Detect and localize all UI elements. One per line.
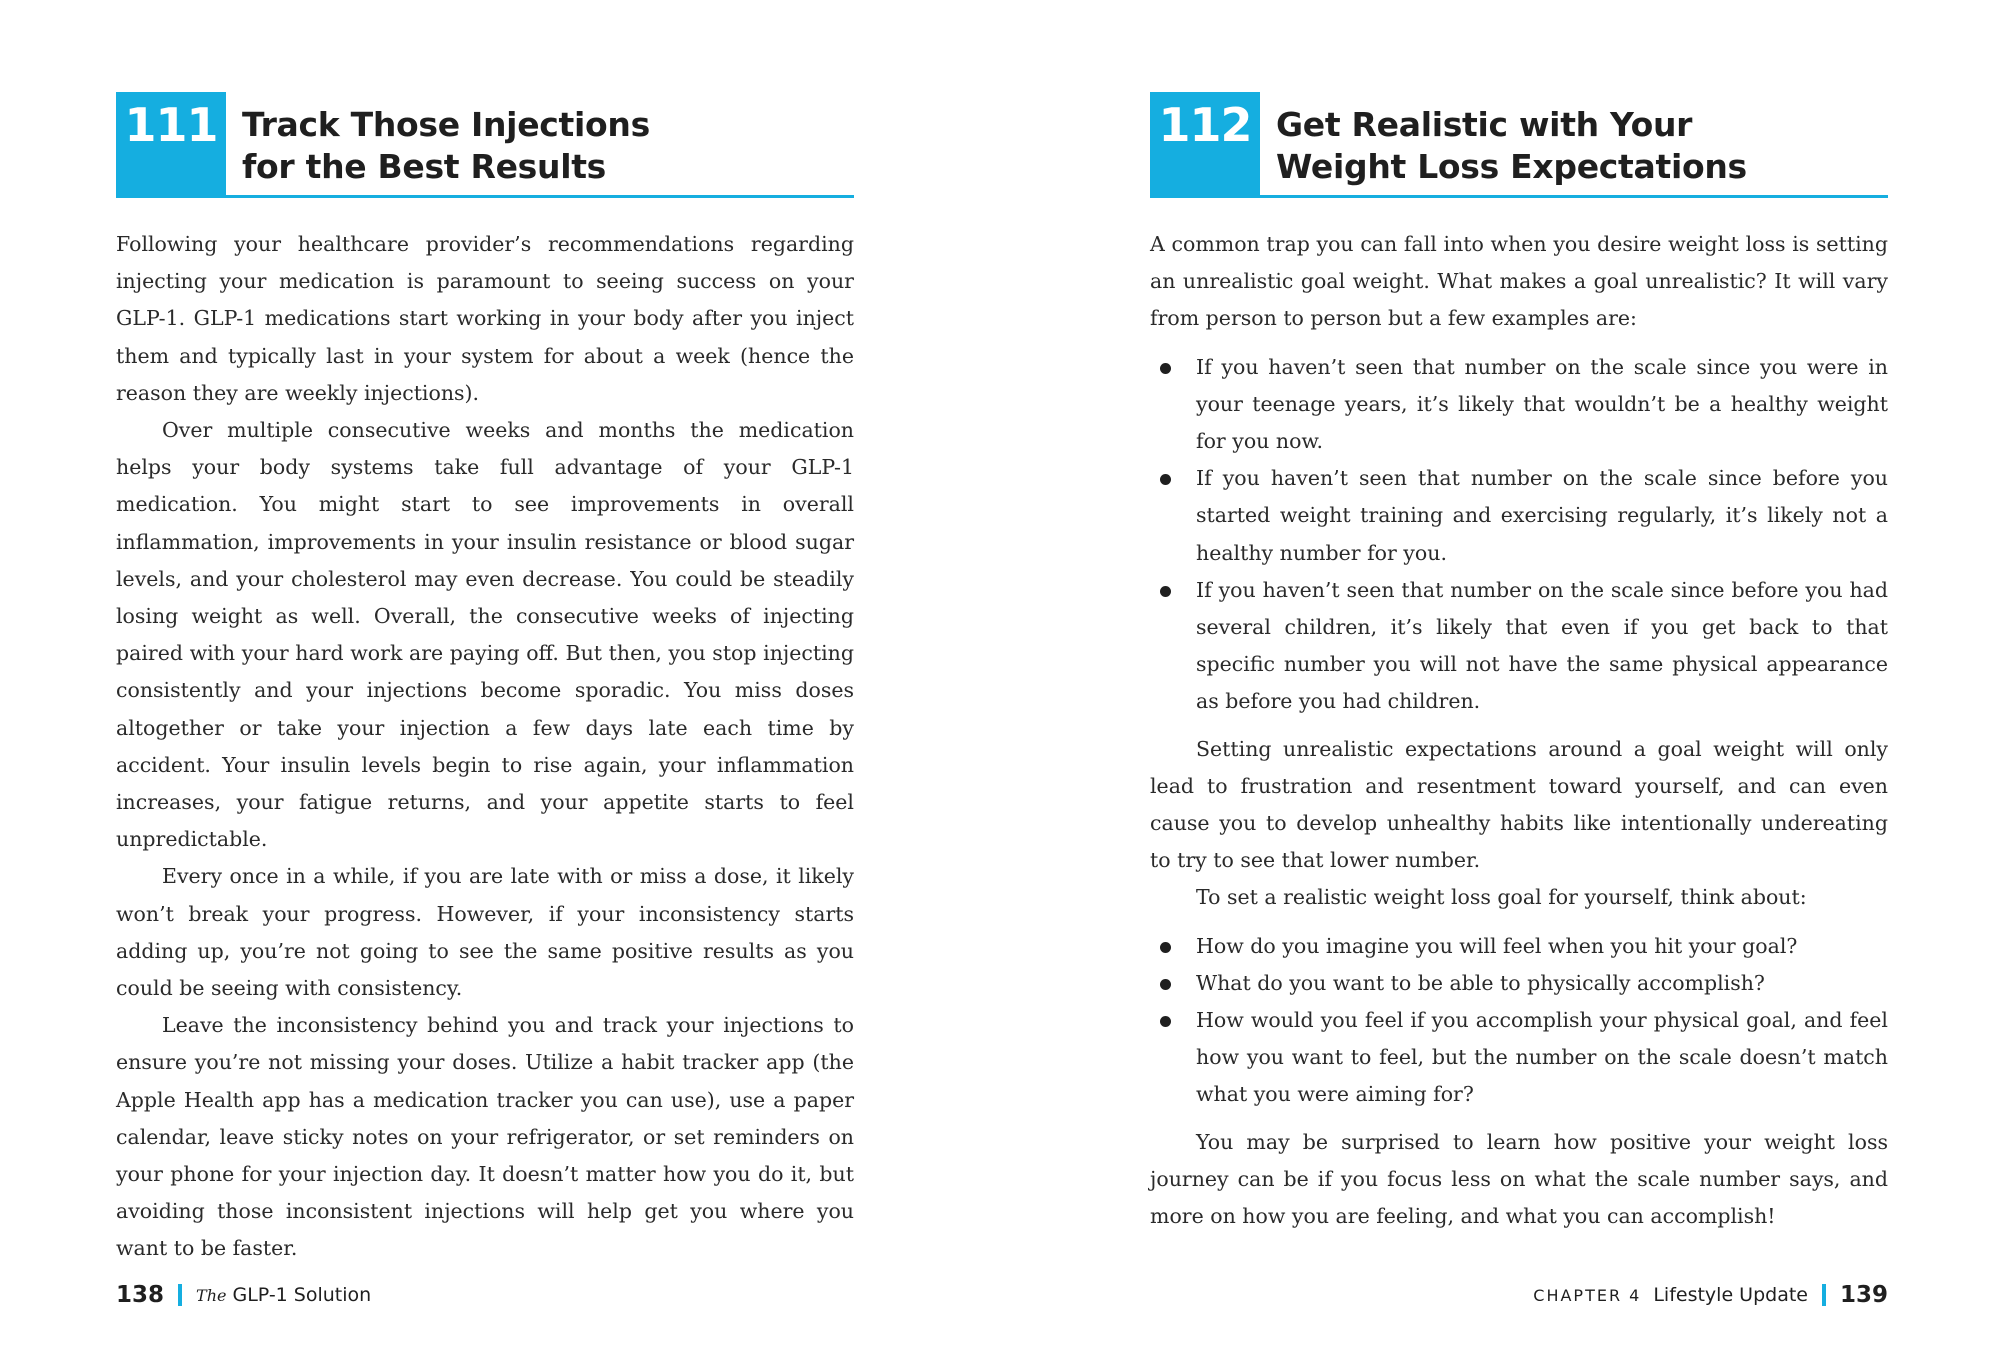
tip-title-line-1: Get Realistic with Your [1276, 105, 1693, 144]
page-footer-left [116, 1279, 371, 1311]
list-item-text: How would you feel if you accomplish your physical goal, and feel how you want to feel, but the number on the scale doesn’t match what you were aiming for? [1196, 1008, 1888, 1107]
list-item-text: What do you want to be able to physically accomplish? [1196, 970, 1765, 995]
tip-title [1260, 92, 1747, 195]
tip-number-badge: 112 [1150, 92, 1260, 195]
paragraph: Following your healthcare provider’s recommendations regarding injecting your medication is paramount to seeing success on your GLP-1. GLP-1 medications start working in your body after you inject them and typically last in your system for about a week (hence the reason they are weekly injections). [116, 232, 854, 405]
paragraph: A common trap you can fall into when you desire weight loss is setting an unrealistic goal weight. What makes a goal unrealistic? It will vary from person to person but a few examples are: [1150, 232, 1888, 331]
tip-title-line-2: for the Best Results [242, 147, 607, 186]
paragraph: Every once in a while, if you are late with or miss a dose, it likely won’t break your progress. However, if your inconsistency starts adding up, you’re not going to see the same positive results as you could be seeing with consistency. [116, 864, 854, 1001]
list-item [1150, 1002, 1888, 1114]
book-title-text: GLP-1 Solution [232, 1284, 372, 1306]
running-head-book-title [196, 1284, 371, 1306]
tip-header-112 [1150, 92, 1888, 198]
page-number: 138 [116, 1282, 165, 1308]
tip-title-line-1: Track Those Injections [242, 105, 650, 144]
paragraph: Leave the inconsistency behind you and track your injections to ensure you’re not missing your doses. Utilize a habit tracker app (the Apple Health app has a medication tracker you can use), use a paper calendar, leave sticky notes on your refrigerator, or set reminders on your phone for your injection day. It doesn’t matter how you do it, but avoiding those inconsistent injections will help get you where you want to be faster. [116, 1013, 854, 1261]
tip-title-line-2: Weight Loss Expectations [1276, 147, 1747, 186]
paragraph: You may be surprised to learn how positive your weight loss journey can be if you focus less on what the scale number says, and more on how you are feeling, and what you can accomplish! [1150, 1129, 1888, 1229]
list-item [1150, 572, 1888, 721]
list-item [1150, 460, 1888, 572]
chapter-label: CHAPTER 4 [1533, 1285, 1642, 1305]
bullet-list [1150, 349, 1888, 721]
bullet-icon [1160, 979, 1171, 990]
bullet-list [1150, 928, 1888, 1114]
paragraph: Setting unrealistic expectations around a goal weight will only lead to frustration and resentment toward yourself, and can even cause you to develop unhealthy habits like intentionally undereating to try to see that lower number. [1150, 736, 1888, 873]
chapter-name: Lifestyle Update [1653, 1284, 1808, 1306]
paragraph: Over multiple consecutive weeks and months the medication helps your body systems take full advantage of your GLP-1 medication. You might start to see improvements in overall inflammation, improvements in your insulin resistance or blood sugar levels, and your cholesterol may even decrease. You could be steadily losing weight as well. Overall, the consecutive weeks of injecting paired with your hard work are paying off. But then, you stop injecting consistently and your injections become sporadic. You miss doses altogether or take your injection a few days late each time by accident. Your insulin levels begin to rise again, your inflammation increases, your fatigue returns, and your appetite starts to feel unpredictable. [116, 418, 854, 852]
list-item [1150, 349, 1888, 461]
page-number: 139 [1839, 1282, 1888, 1308]
list-item-text: If you haven’t seen that number on the scale since before you had several children, it’s likely that even if you get back to that specific number you will not have the same physical appearance as before you had children. [1196, 577, 1888, 714]
bullet-icon [1160, 586, 1171, 597]
bullet-icon [1160, 474, 1171, 485]
list-item-text: If you haven’t seen that number on the scale since before you started weight training and exercising regularly, it’s likely not a healthy number for you. [1196, 466, 1888, 565]
list-item [1150, 965, 1888, 1002]
bullet-icon [1160, 363, 1171, 374]
footer-divider [1822, 1284, 1826, 1306]
tip-number-badge: 111 [116, 92, 226, 195]
right-page [996, 0, 1992, 1372]
page-footer-right [1533, 1279, 1888, 1311]
body-text [1150, 226, 1888, 1235]
list-item-text: If you haven’t seen that number on the scale since you were in your teenage years, it’s likely that wouldn’t be a healthy weight for you now. [1196, 354, 1888, 454]
bullet-icon [1160, 1016, 1171, 1027]
footer-divider [178, 1284, 182, 1306]
body-text [116, 226, 854, 1268]
tip-header-111 [116, 92, 854, 198]
bullet-icon [1160, 942, 1171, 953]
tip-title [226, 92, 650, 195]
list-item [1150, 928, 1888, 965]
list-item-text: How do you imagine you will feel when you hit your goal? [1196, 933, 1798, 958]
book-title-prefix: The [196, 1286, 227, 1305]
paragraph: To set a realistic weight loss goal for yourself, think about: [1196, 885, 1807, 910]
